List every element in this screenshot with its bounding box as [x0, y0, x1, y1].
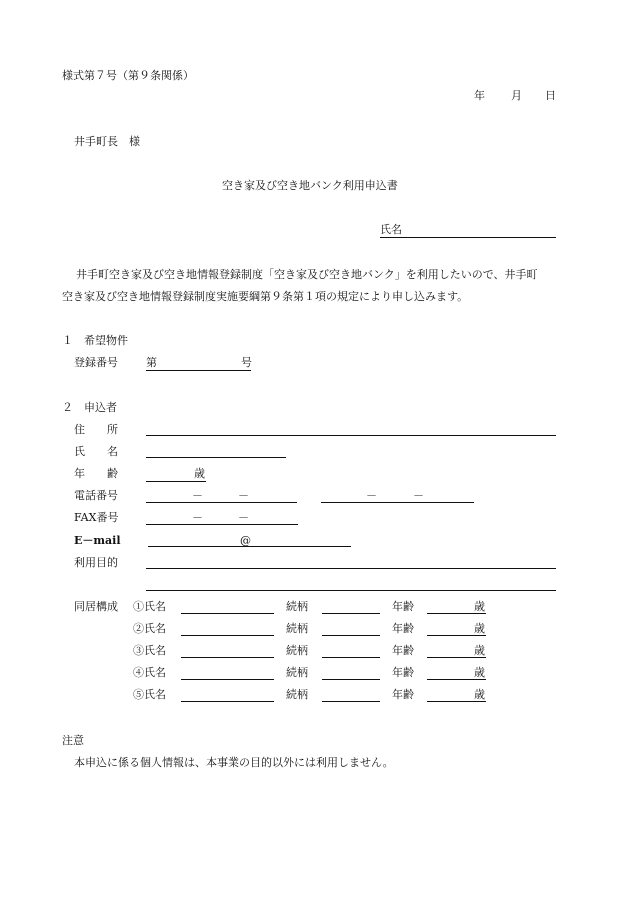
- member-age-field[interactable]: [427, 635, 486, 636]
- email-label: E－mail: [74, 534, 121, 547]
- registration-suffix: 号: [241, 356, 252, 369]
- age-label: 年 齢: [74, 467, 118, 480]
- registration-number-field[interactable]: [146, 370, 251, 371]
- date-day-label: 日: [545, 89, 556, 102]
- tel-field-2[interactable]: [321, 502, 474, 503]
- form-number: 様式第７号（第９条関係）: [62, 69, 194, 82]
- member-age-field[interactable]: [427, 679, 486, 680]
- household-label: 同居構成: [74, 600, 118, 613]
- tel-label: 電話番号: [74, 489, 118, 502]
- member-age-unit: 歳: [474, 666, 485, 679]
- member-age-field[interactable]: [427, 657, 486, 658]
- section2-heading: ２ 申込者: [62, 401, 117, 414]
- member-relation-field[interactable]: [322, 701, 380, 702]
- member-age-label: 年齢: [392, 600, 414, 613]
- member-name-label: ⑤氏名: [133, 688, 166, 701]
- tel-field-1[interactable]: [146, 502, 297, 503]
- member-relation-label: 続柄: [286, 644, 308, 657]
- name-label: 氏 名: [74, 445, 118, 458]
- member-relation-field[interactable]: [322, 679, 380, 680]
- registration-number-label: 登録番号: [74, 356, 118, 369]
- body-line-2: 空き家及び空き地情報登録制度実施要綱第９条第１項の規定により申し込みます。: [62, 290, 469, 303]
- form-title: 空き家及び空き地バンク利用申込書: [222, 179, 398, 192]
- address-label: 住 所: [74, 423, 118, 436]
- member-age-label: 年齢: [392, 644, 414, 657]
- member-relation-field[interactable]: [322, 613, 380, 614]
- member-name-field[interactable]: [181, 613, 274, 614]
- member-age-unit: 歳: [474, 644, 485, 657]
- member-name-label: ④氏名: [133, 666, 166, 679]
- note-text: 本申込に係る個人情報は、本事業の目的以外には利用しません。: [74, 756, 394, 769]
- date-year-label: 年: [474, 89, 485, 102]
- member-relation-field[interactable]: [322, 657, 380, 658]
- member-name-field[interactable]: [181, 657, 274, 658]
- age-unit: 歳: [194, 467, 205, 480]
- member-age-label: 年齢: [392, 622, 414, 635]
- member-age-label: 年齢: [392, 666, 414, 679]
- member-age-unit: 歳: [474, 622, 485, 635]
- member-name-field[interactable]: [181, 679, 274, 680]
- fax-field[interactable]: [146, 524, 298, 525]
- address-field[interactable]: [146, 435, 556, 436]
- section1-heading: １ 希望物件: [62, 334, 128, 347]
- member-name-label: ①氏名: [133, 600, 166, 613]
- purpose-field-1[interactable]: [146, 568, 556, 569]
- addressee: 井手町長 様: [74, 135, 140, 148]
- age-field[interactable]: [146, 481, 206, 482]
- purpose-field-2[interactable]: [146, 590, 556, 591]
- member-age-label: 年齢: [392, 688, 414, 701]
- registration-prefix: 第: [146, 356, 157, 369]
- member-relation-field[interactable]: [322, 635, 380, 636]
- member-relation-label: 続柄: [286, 600, 308, 613]
- member-age-unit: 歳: [474, 600, 485, 613]
- fax-label: FAX番号: [74, 511, 119, 524]
- member-relation-label: 続柄: [286, 622, 308, 635]
- member-name-field[interactable]: [181, 701, 274, 702]
- member-age-field[interactable]: [427, 613, 486, 614]
- fax-dash-1: －: [192, 511, 203, 524]
- tel-dash-3: －: [366, 489, 377, 502]
- applicant-name-label: 氏名: [380, 223, 402, 236]
- member-relation-label: 続柄: [286, 688, 308, 701]
- date-month-label: 月: [511, 89, 522, 102]
- member-age-field[interactable]: [427, 701, 486, 702]
- tel-dash-4: －: [413, 489, 424, 502]
- body-line-1: 井手町空き家及び空き地情報登録制度「空き家及び空き地バンク」を利用したいので、井手町: [76, 268, 538, 281]
- purpose-label: 利用目的: [74, 556, 118, 569]
- member-relation-label: 続柄: [286, 666, 308, 679]
- name-field[interactable]: [146, 457, 286, 458]
- member-name-label: ③氏名: [133, 644, 166, 657]
- member-age-unit: 歳: [474, 688, 485, 701]
- email-field[interactable]: [148, 546, 351, 547]
- fax-dash-2: －: [238, 511, 249, 524]
- member-name-label: ②氏名: [133, 622, 166, 635]
- tel-dash-1: －: [192, 489, 203, 502]
- email-at: @: [240, 534, 251, 547]
- member-name-field[interactable]: [181, 635, 274, 636]
- applicant-name-field[interactable]: [380, 237, 556, 238]
- note-heading: 注意: [62, 734, 84, 747]
- tel-dash-2: －: [238, 489, 249, 502]
